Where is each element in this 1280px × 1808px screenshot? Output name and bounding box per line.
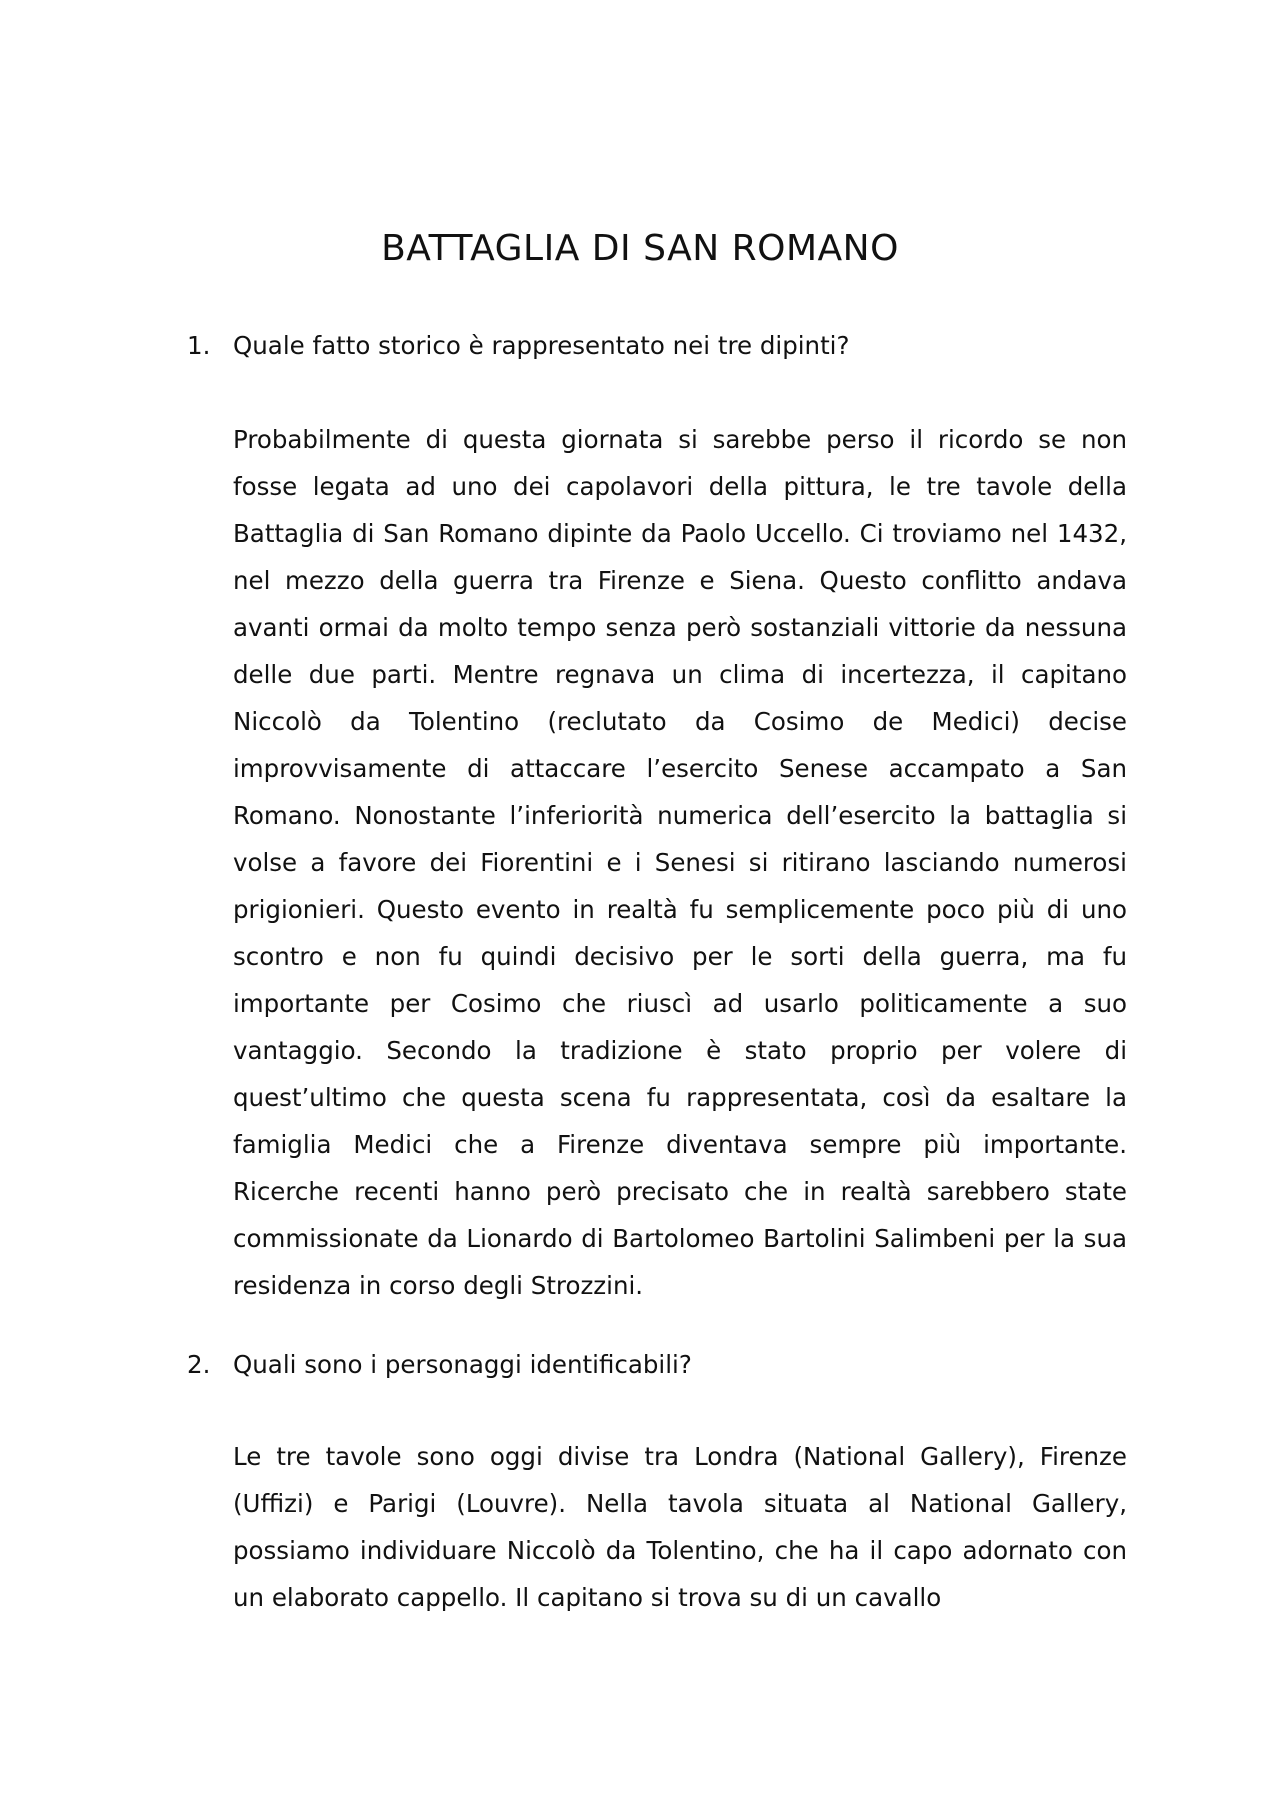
question-1 bbox=[187, 330, 1127, 362]
question-1-number: 1. bbox=[187, 331, 211, 360]
question-2 bbox=[187, 1349, 1127, 1381]
answer-1-paragraph: Probabilmente di questa giornata si sarebbe perso il ricordo se non fosse legata ad uno dei capolavori della pittura, le tre tavole della Battaglia di San Romano dipinte da Paolo Uccello. Ci troviamo nel 1432, nel mezzo della guerra tra Firenze e Siena. Questo conflitto andava avanti ormai da molto tempo senza però sostanziali vittorie da nessuna delle due parti. Mentre regnava un clima di incertezza, il capitano Niccolò da Tolentino (reclutato da Cosimo de Medici) decise improvvisamente di attaccare l’esercito Senese accampato a San Romano. Nonostante l’inferiorità numerica dell’esercito la battaglia si volse a favore dei Fiorentini e i Senesi si ritirano lasciando numerosi prigionieri. Questo evento in realtà fu semplicemente poco più di uno scontro e non fu quindi decisivo per le sorti della guerra, ma fu importante per Cosimo che riuscì ad usarlo politicamente a suo vantaggio. Secondo la tradizione è stato proprio per volere di quest’ultimo che questa scena fu rappresentata, così da esaltare la famiglia Medici che a Firenze diventava sempre più importante. Ricerche recenti hanno però precisato che in realtà sarebbero state commissionate da Lionardo di Bartolomeo Bartolini Salimbeni per la sua residenza in corso degli Strozzini. bbox=[233, 425, 1127, 1300]
question-2-number: 2. bbox=[187, 1350, 211, 1379]
answer-2-paragraph: Le tre tavole sono oggi divise tra Londra (National Gallery), Firenze (Uffizi) e Parigi (Louvre). Nella tavola situata al National Gallery, possiamo individuare Niccolò da Tolentino, che ha il capo adornato con un elaborato cappello. Il capitano si trova su di un cavallo bbox=[233, 1442, 1127, 1612]
question-1-text: Quale fatto storico è rappresentato nei tre dipinti? bbox=[233, 331, 850, 360]
document-title: BATTAGLIA DI SAN ROMANO bbox=[381, 228, 899, 269]
question-2-text: Quali sono i personaggi identificabili? bbox=[233, 1350, 692, 1379]
